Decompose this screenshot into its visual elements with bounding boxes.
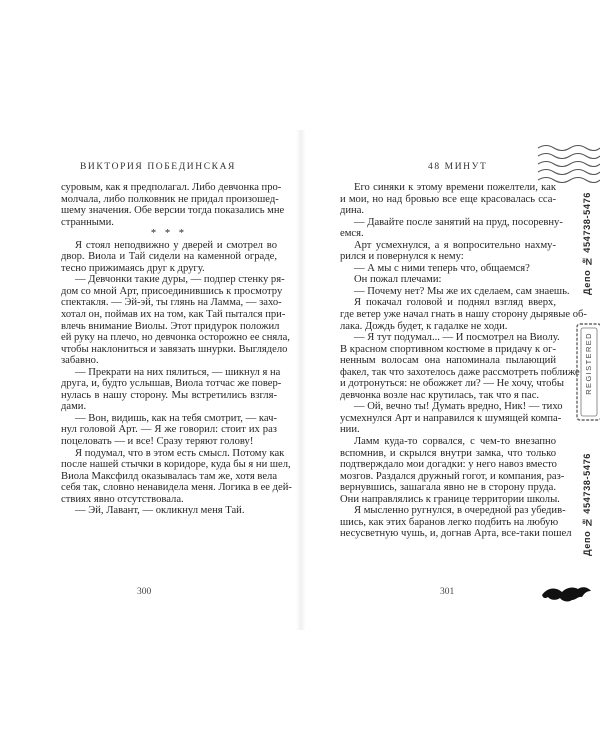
text-line: Его синяки к этому времени пожелтели, как: [354, 182, 556, 193]
text-line: * * *: [150, 228, 188, 240]
running-head-author: ВИКТОРИЯ ПОБЕДИНСКАЯ: [80, 162, 236, 172]
postmark-icon: [536, 140, 600, 184]
text-line: — Вон, видишь, как на тебя смотрит, — кач-: [75, 412, 277, 424]
text-line: Я мысленно ругнулся, в очередной раз убедив-: [354, 505, 566, 517]
text-line: забавно.: [61, 355, 99, 367]
text-line: дина.: [340, 205, 365, 217]
text-line: — Почему нет? Мы же их сделаем, сам знаешь.: [354, 285, 570, 297]
depot-stamp-bottom: Депо № 454738-5476: [582, 453, 592, 556]
text-line: — Я тут подумал... — И посмотрел на Виолу.: [354, 332, 560, 344]
text-line: лака. Дождь будет, к гадалке не ходи.: [340, 320, 508, 332]
text-line: чтобы наклониться и завязать шнурки. Выглядело: [61, 343, 288, 355]
text-line: нулась в нашу сторону. Мы встретились взгля-: [61, 389, 277, 401]
text-line: Они направлялись к границе территории школы.: [340, 493, 560, 505]
text-line: нул головой Арт. — Я же говорил: стоит их раз: [61, 424, 277, 436]
text-line: хотал он, поймав их на том, как Тай пытался при-: [61, 309, 286, 321]
text-line: дом со мной Арт, присоединившись к просмотру: [61, 285, 283, 297]
text-line: мозгов. Раздался дружный гогот, и компания, раз-: [340, 470, 565, 482]
text-line: — Ой, вечно ты! Думать вредно, Ник! — тихо: [354, 401, 563, 413]
text-line: усмехнулся Арт и направился к шумящей компа-: [340, 412, 562, 424]
text-line: Виола Максфилд оказывалась там же, хотя вела: [61, 470, 278, 482]
text-line: Я покачал головой и поднял взгляд вверх,: [354, 297, 556, 309]
text-line: шему значения. Обе версии тогда показались мне: [61, 205, 285, 217]
text-line: вспомнив, и скрылся внутри замка, что только: [340, 447, 556, 459]
page-number-right: 301: [440, 587, 455, 597]
text-line: после нашей стычки в коридоре, куда бы я ни шел,: [61, 459, 291, 471]
text-line: шись, как этих баранов легко подбить на любую: [340, 516, 559, 528]
text-line: Ламм куда-то сорвался, с чем-то внезапно: [354, 436, 556, 448]
text-line: Я подумал, что в этом есть смысл. Потому как: [75, 447, 285, 459]
text-line: вернувшись, зашагала явно не в сторону пруда.: [340, 482, 556, 494]
text-line: — Прекрати на них пялиться, — шикнул я на: [75, 366, 281, 378]
text-line: и мои, но над бровью все еще красовалась сса-: [340, 193, 556, 205]
text-line: ствиях явно отсутствовала.: [61, 493, 184, 505]
running-head-title: 48 МИНУТ: [428, 162, 488, 172]
text-line: ненным волосам она напоминала пылающий: [340, 355, 556, 367]
text-line: Он пожал плечами:: [354, 274, 442, 286]
text-line: нии.: [340, 424, 360, 436]
text-line: несусветную чушь, и, догнав Арта, все-таки пошел: [340, 528, 572, 540]
text-line: — Эй, Лавант, — окликнул меня Тай.: [75, 505, 245, 517]
text-line: — А мы с ними теперь что, общаемся?: [354, 262, 530, 274]
bird-silhouette-icon: [540, 583, 592, 605]
right-page: [300, 0, 600, 750]
text-line: себя так, словно ненавидела меня. Логика в ее дей-: [61, 482, 292, 494]
text-line: — Девчонки такие дуры, — подпер стенку ря-: [75, 274, 285, 286]
registered-label: REGISTERED: [584, 332, 593, 395]
text-line: и дотронуться: не обожжет ли? — Не хочу, чтобы: [340, 378, 564, 390]
text-line: где ветер уже начал гнать в нашу сторону дырявые об-: [340, 309, 587, 321]
text-line: факел, так что захотелось даже рассмотреть поближе: [340, 366, 580, 378]
page-number-left: 300: [137, 587, 152, 597]
depot-stamp-top: Депо № 454738-5476: [582, 192, 592, 295]
text-line: двор. Виола и Тай сидели на каменной ограде,: [61, 251, 277, 263]
text-line: В красном спортивном костюме в придачу к ог-: [340, 343, 556, 355]
text-line: друга, и, будто услышав, Виола тотчас же повер-: [61, 378, 282, 390]
text-line: рился и повернулся к нему:: [340, 251, 464, 263]
text-line: поцеловать — и все! Сразу теряют голову!: [61, 436, 254, 448]
text-line: подтверждало мои догадки: у него навоз вместо: [340, 459, 557, 471]
text-line: — Давайте после занятий на пруд, посоревну-: [354, 216, 563, 228]
text-line: Я стоял неподвижно у дверей и смотрел во: [75, 239, 277, 251]
text-line: спектакля. — Эй-эй, ты глянь на Ламма, — захо-: [61, 297, 282, 309]
text-line: тесно прижимаясь друг к другу.: [61, 262, 205, 274]
text-line: дами.: [61, 401, 87, 413]
left-body-text: [61, 182, 292, 517]
text-line: Арт усмехнулся, а я вопросительно нахму-: [354, 239, 556, 251]
text-line: ей руку на плечо, но девчонка осторожно ее сняла,: [61, 332, 290, 344]
text-line: девчонка возле нас крутилась, так что я пас.: [340, 389, 540, 401]
text-line: странными.: [61, 216, 114, 228]
text-line: молчала, либо полковник не придал произошед-: [61, 193, 279, 205]
text-line: суровым, как я предполагал. Либо девчонка про-: [61, 182, 282, 193]
text-line: емся.: [340, 228, 364, 240]
text-line: влечь внимание Виолы. Этот придурок положил: [61, 320, 280, 332]
